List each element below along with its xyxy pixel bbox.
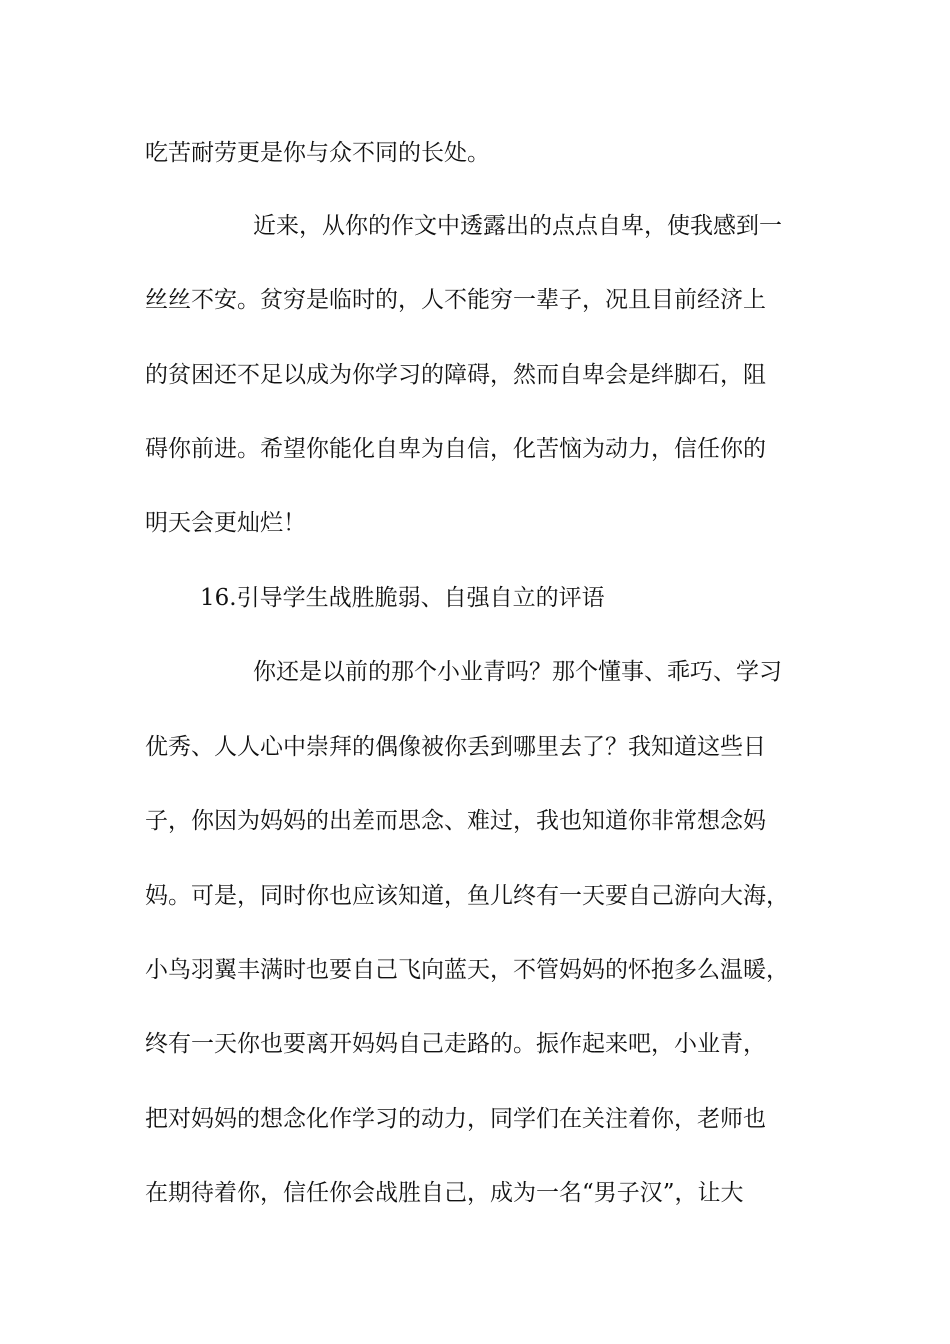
- paragraph-line: 在期待着你，信任你会战胜自己，成为一名“男子汉”，让大: [145, 1180, 744, 1206]
- paragraph-line: 近来，从你的作文中透露出的点点自卑，使我感到一: [253, 213, 782, 239]
- paragraph-line: 优秀、人人心中崇拜的偶像被你丢到哪里去了？我知道这些日: [145, 734, 766, 760]
- paragraph-line: 丝丝不安。贫穷是临时的，人不能穷一辈子，况且目前经济上: [145, 287, 766, 313]
- paragraph-line: 吃苦耐劳更是你与众不同的长处。: [145, 140, 490, 166]
- paragraph-line: 小鸟羽翼丰满时也要自己飞向蓝天，不管妈妈的怀抱多么温暖，: [145, 957, 789, 983]
- paragraph-line: 的贫困还不足以成为你学习的障碍，然而自卑会是绊脚石，阻: [145, 362, 766, 388]
- paragraph-line: 你还是以前的那个小业青吗？那个懂事、乖巧、学习: [253, 659, 782, 685]
- paragraph-line: 终有一天你也要离开妈妈自己走路的。振作起来吧，小业青，: [145, 1031, 766, 1057]
- section-heading: 16.引导学生战胜脆弱、自强自立的评语: [200, 585, 605, 611]
- paragraph-line: 妈。可是，同时你也应该知道，鱼儿终有一天要自己游向大海，: [145, 883, 789, 909]
- paragraph-line: 碍你前进。希望你能化自卑为自信，化苦恼为动力，信任你的: [145, 436, 766, 462]
- paragraph-line: 把对妈妈的想念化作学习的动力，同学们在关注着你，老师也: [145, 1106, 766, 1132]
- paragraph-line: 子，你因为妈妈的出差而思念、难过，我也知道你非常想念妈: [145, 808, 766, 834]
- paragraph-line: 明天会更灿烂！: [145, 510, 306, 536]
